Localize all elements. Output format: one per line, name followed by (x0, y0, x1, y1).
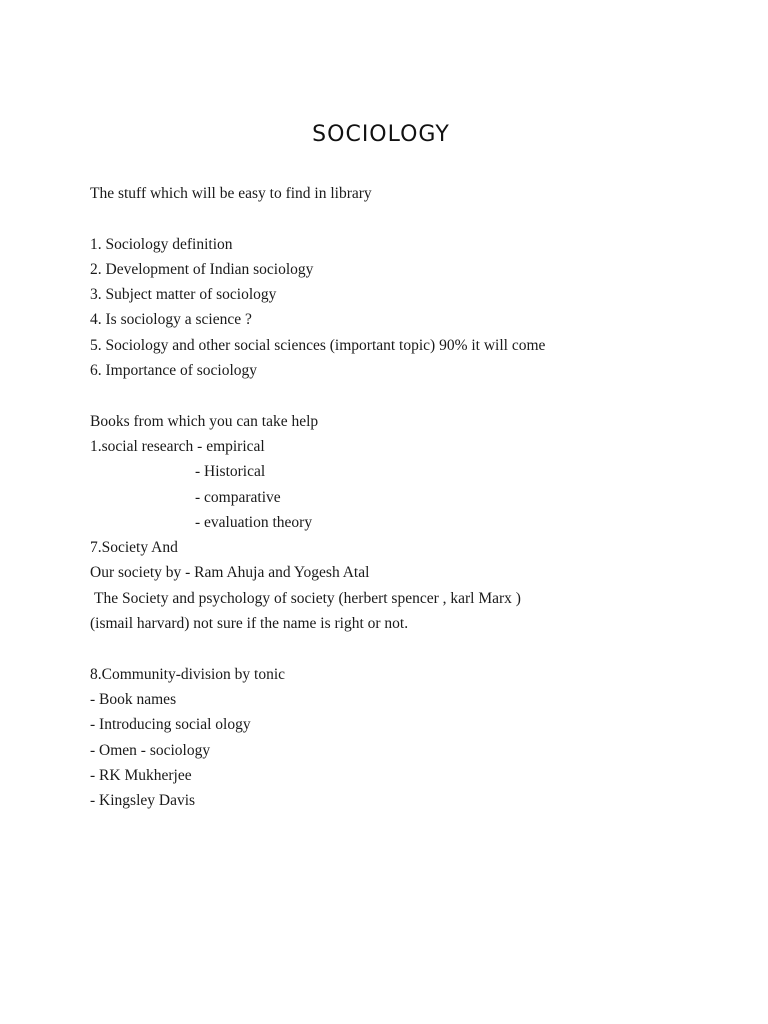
page-title: SOCIOLOGY (312, 122, 450, 147)
topic-item: 3. Subject matter of sociology (90, 286, 277, 304)
topic-item: 2. Development of Indian sociology (90, 260, 314, 278)
research-line: 1.social research - empirical (90, 437, 265, 455)
community-heading: 8.Community-division by tonic (90, 665, 286, 683)
topic-item: 6. Importance of sociology (90, 362, 258, 380)
topic-item: 4. Is sociology a science ? (90, 311, 252, 329)
society-line: The Society and psychology of society (herbert spencer , karl Marx ) (94, 589, 521, 607)
document-body (90, 181, 710, 813)
blank-line (90, 636, 710, 661)
community-item: - Introducing social ology (90, 716, 251, 734)
society-line: Our society by - Ram Ahuja and Yogesh Atal (90, 564, 370, 582)
community-item: - Omen - sociology (90, 741, 211, 759)
intro-text: The stuff which will be easy to find in library (90, 185, 372, 202)
topic-item: 5. Sociology and other social sciences (important topic) 90% it will come (90, 336, 546, 354)
community-item: - Kingsley Davis (90, 792, 196, 810)
topic-item: 1. Sociology definition (90, 235, 233, 253)
community-item: - RK Mukherjee (90, 766, 192, 784)
books-heading: Books from which you can take help (90, 412, 319, 430)
research-subitem: - comparative (195, 488, 281, 506)
society-line: (ismail harvard) not sure if the name is right or not. (90, 615, 409, 633)
community-item: - Book names (90, 690, 177, 708)
research-subitem: - Historical (195, 463, 266, 481)
blank-line (90, 383, 710, 408)
blank-line (90, 206, 710, 231)
research-subitem: - evaluation theory (195, 513, 313, 531)
society-line: 7.Society And (90, 539, 178, 557)
